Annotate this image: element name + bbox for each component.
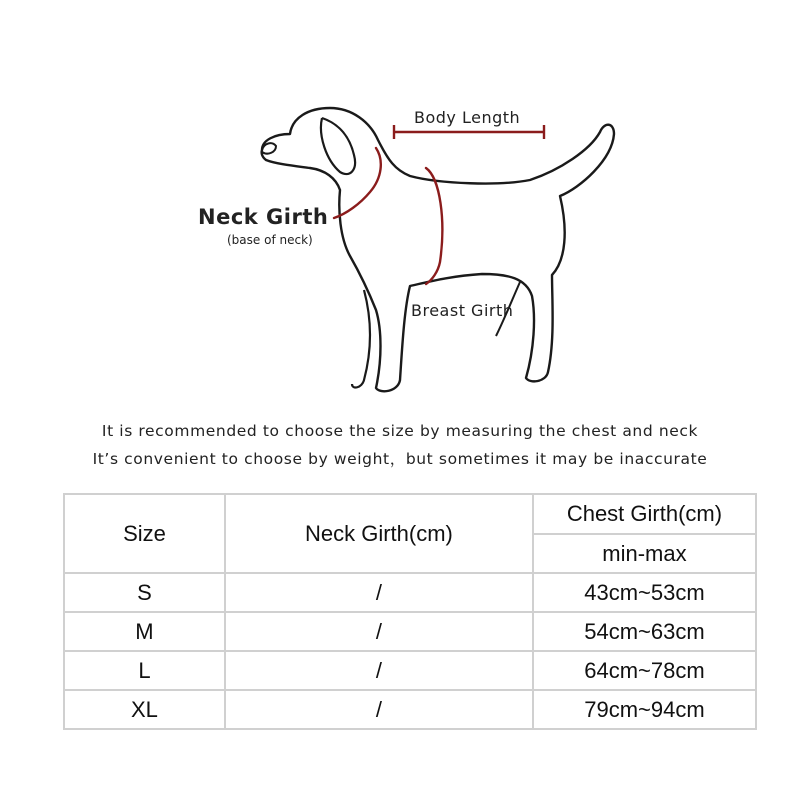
table-row: [64, 690, 756, 729]
dog-ear: [321, 118, 355, 174]
weight-note: It’s convenient to choose by weight，but sometimes it may be inaccurate: [92, 450, 708, 468]
neck-cell: /: [225, 651, 533, 690]
table-header-row: [64, 494, 756, 534]
neck-cell: /: [225, 612, 533, 651]
size-cell: S: [64, 573, 225, 612]
table-row: [64, 612, 756, 651]
chest-cell: 54cm~63cm: [533, 612, 756, 651]
breast-girth-line: [426, 168, 442, 284]
recommendation-note: It is recommended to choose the size by measuring the chest and neck: [101, 422, 699, 440]
chest-cell: 43cm~53cm: [533, 573, 756, 612]
neck-girth-line: [334, 148, 381, 218]
size-cell: M: [64, 612, 225, 651]
body-length-label: Body Length: [414, 108, 521, 127]
neck-cell: /: [225, 573, 533, 612]
dog-inner-leg-front: [352, 290, 370, 387]
chest-girth-subheader: min-max: [533, 534, 756, 573]
neck-girth-note: (base of neck): [227, 233, 313, 247]
size-table: [63, 493, 757, 730]
size-cell: L: [64, 651, 225, 690]
neck-girth-label: Neck Girth: [198, 205, 329, 229]
chest-cell: 79cm~94cm: [533, 690, 756, 729]
dog-outline: [262, 108, 614, 391]
chest-girth-header: Chest Girth(cm): [533, 494, 756, 534]
table-row: [64, 651, 756, 690]
table-row: [64, 573, 756, 612]
size-cell: XL: [64, 690, 225, 729]
dog-nose: [262, 143, 276, 153]
neck-cell: /: [225, 690, 533, 729]
chest-cell: 64cm~78cm: [533, 651, 756, 690]
size-header: Size: [64, 494, 225, 573]
breast-girth-label: Breast Girth: [411, 301, 514, 320]
neck-girth-header: Neck Girth(cm): [225, 494, 533, 573]
